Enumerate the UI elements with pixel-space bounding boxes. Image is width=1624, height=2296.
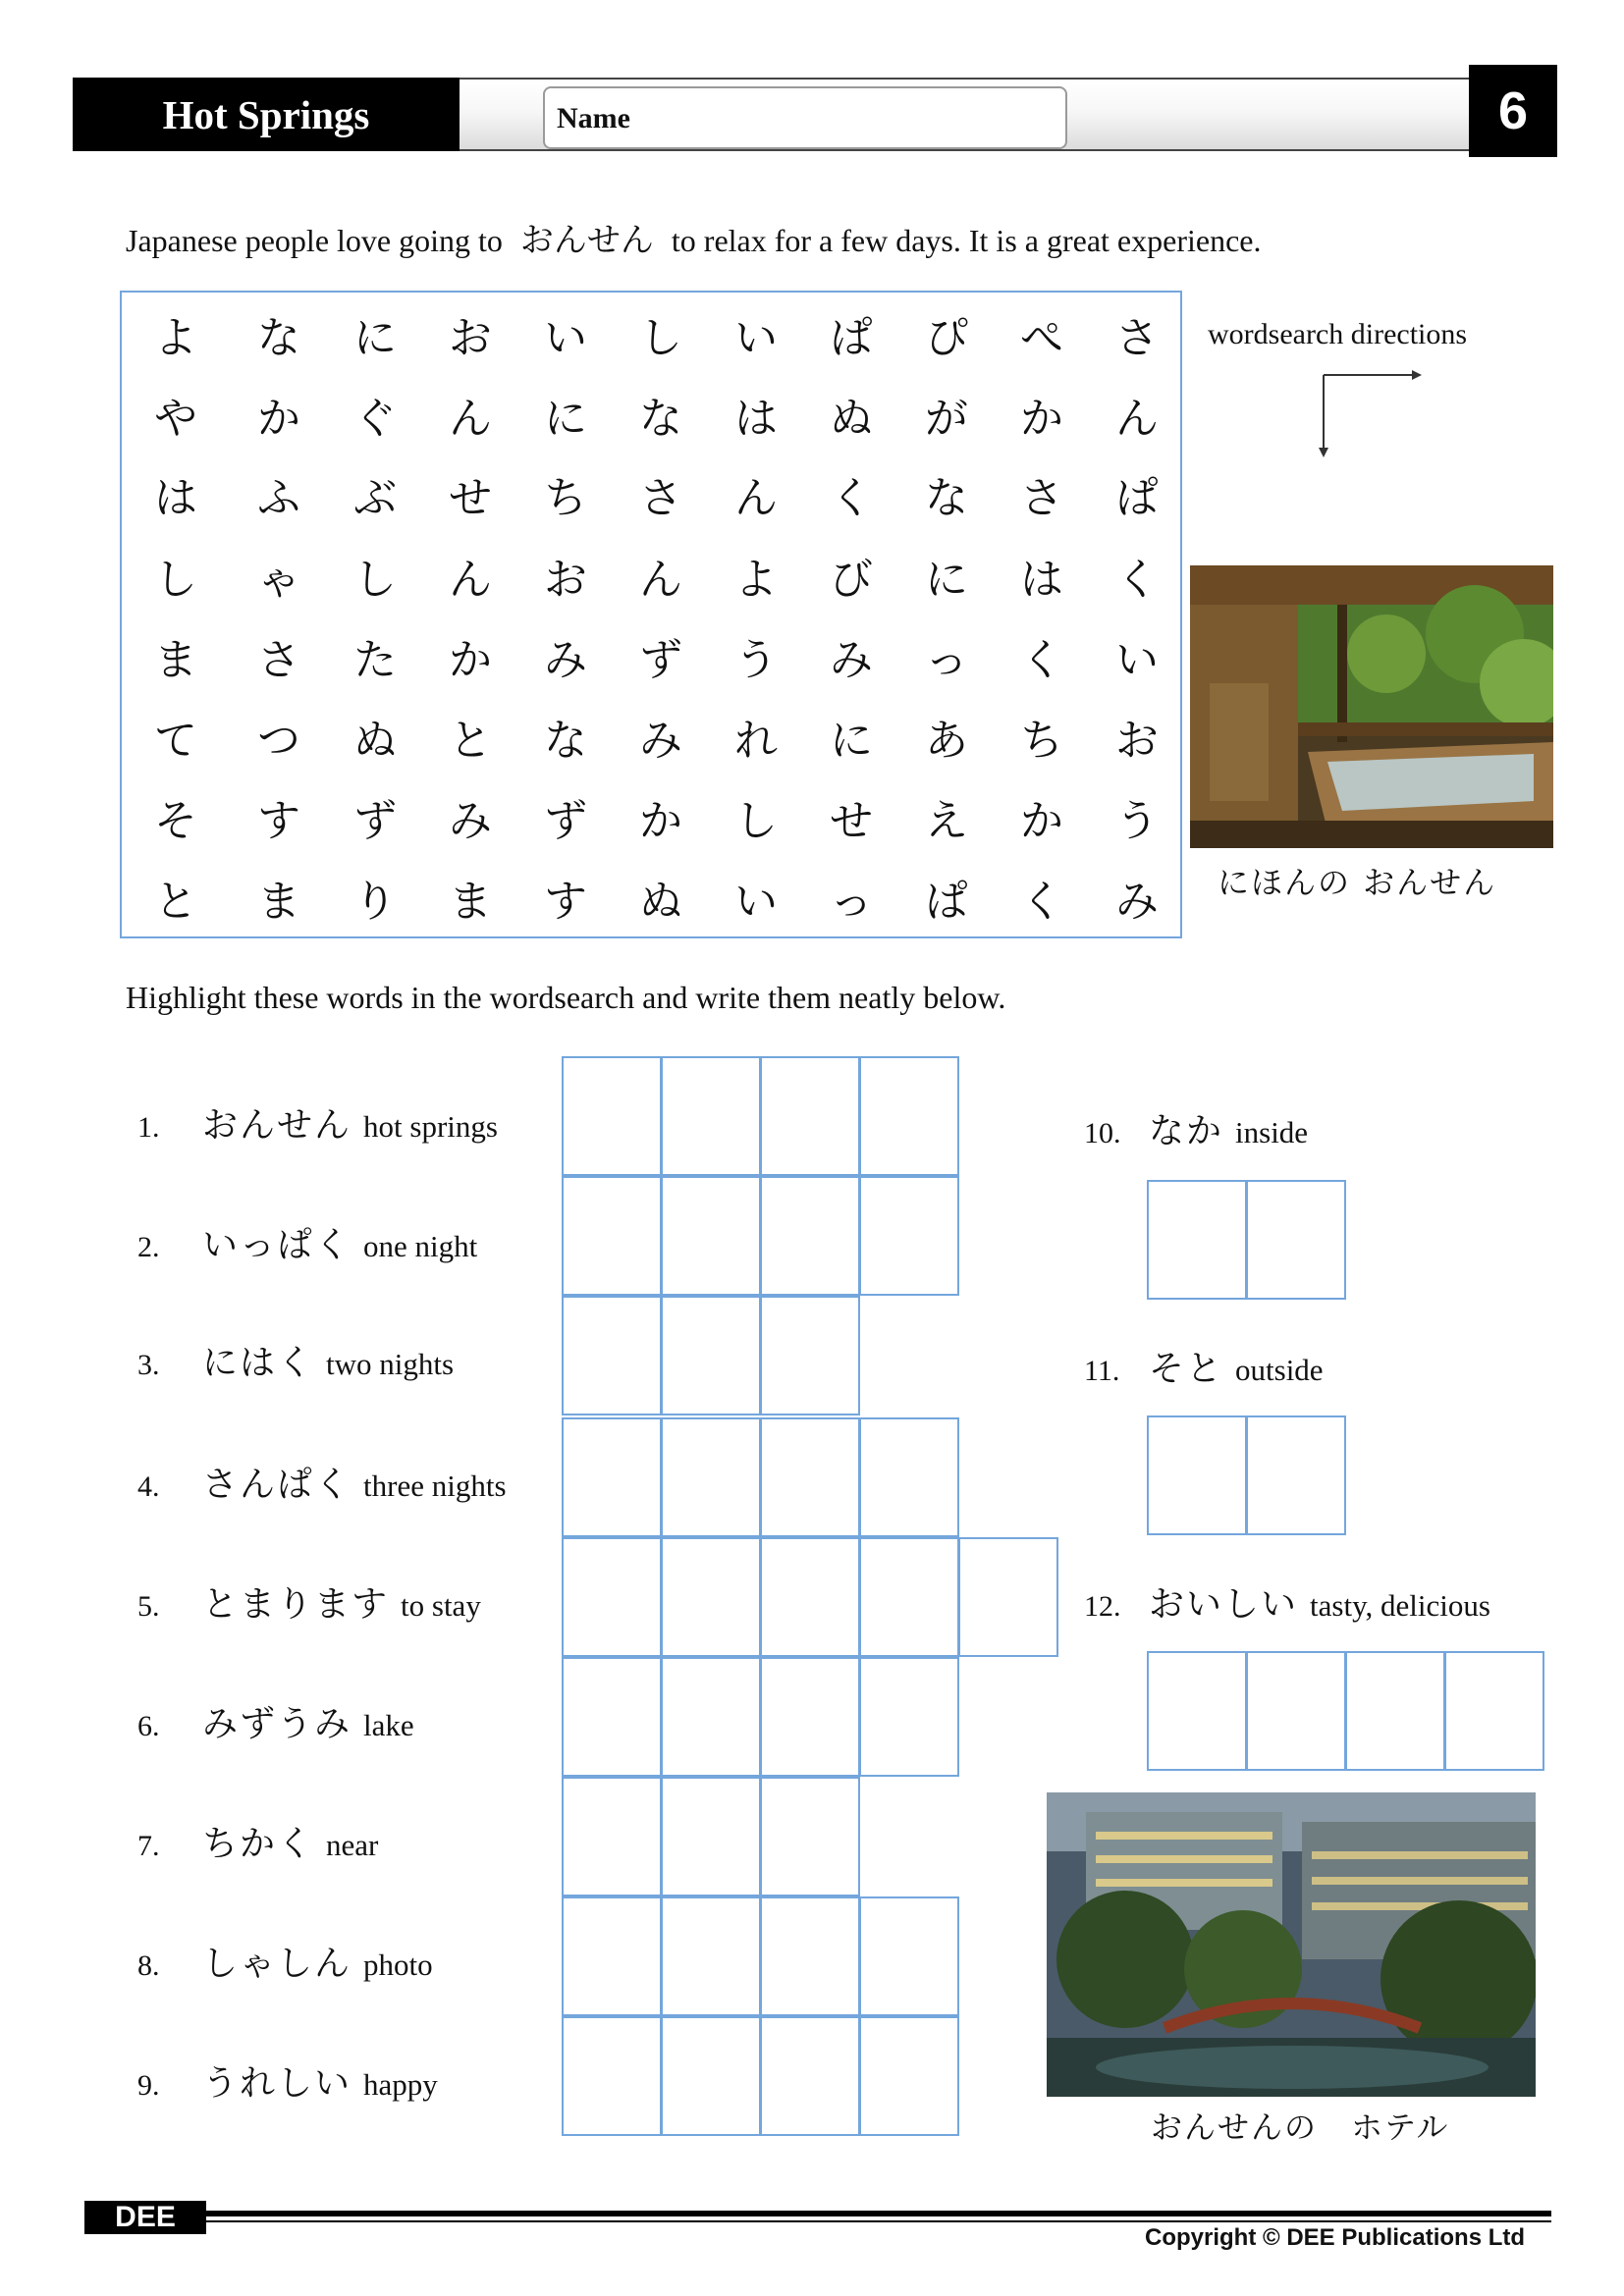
wordsearch-cell[interactable]: ん [1115,394,1159,444]
answer-box[interactable] [661,1056,761,1176]
wordsearch-cell[interactable]: が [925,394,968,444]
footer-brand: DEE [84,2201,206,2234]
wordsearch-cell[interactable]: び [830,555,873,605]
vocab-item [137,2056,438,2106]
wordsearch-cell[interactable]: か [639,796,682,846]
vocab-english: three nights [363,1468,507,1503]
wordsearch-cell[interactable]: ず [353,796,397,846]
wordsearch-cell[interactable]: そ [154,796,197,846]
wordsearch-cell[interactable]: か [257,394,300,444]
wordsearch-cell[interactable]: ん [449,555,492,605]
vocab-number: 4. [137,1470,160,1503]
wordsearch-cell[interactable]: な [257,313,300,363]
wordsearch-cell[interactable]: た [353,635,397,685]
hotel-photo-caption: おんせんの ホテル [1151,2109,1450,2146]
vocab-kana: さんぱく [202,1465,352,1505]
answer-box[interactable] [661,1777,761,1896]
answer-box[interactable] [1246,1180,1346,1300]
wordsearch-cell[interactable]: う [734,635,778,685]
vocab-number: 9. [137,2069,160,2102]
wordsearch-cell[interactable]: ゃ [257,555,300,605]
wordsearch-cell[interactable]: い [734,313,778,363]
wordsearch-cell[interactable]: い [544,313,587,363]
wordsearch-cell[interactable]: と [449,716,492,766]
wordsearch-cell[interactable]: み [639,716,682,766]
wordsearch-cell[interactable]: か [1020,796,1063,846]
copyright-text: Copyright © DEE Publications Ltd [1145,2224,1526,2251]
worksheet-title: Hot Springs [73,78,460,151]
vocab-number: 5. [137,1590,160,1623]
answer-box[interactable] [562,1657,662,1777]
answer-box[interactable] [562,1176,662,1296]
vocab-item [137,1696,414,1746]
wordsearch-cell[interactable]: ず [639,635,682,685]
wordsearch-cell[interactable]: ぬ [639,877,682,927]
vocab-kana: うれしい [202,2063,352,2104]
intro-text-after: to relax for a few days. It is a great experience. [671,223,1262,258]
wordsearch-cell[interactable]: み [830,635,873,685]
answer-box[interactable] [661,1176,761,1296]
answer-box[interactable] [859,1417,959,1537]
wordsearch-cell[interactable]: ぐ [353,394,397,444]
wordsearch-cell[interactable]: さ [639,473,682,523]
answer-box[interactable] [1147,1180,1247,1300]
vocab-english: inside [1235,1115,1309,1149]
wordsearch-cell[interactable]: く [1020,635,1063,685]
wordsearch-cell[interactable]: れ [734,716,778,766]
wordsearch-cell[interactable]: う [1115,796,1159,846]
wordsearch-cell[interactable]: か [449,635,492,685]
vocab-item [137,1816,378,1866]
wordsearch-cell[interactable]: い [734,877,778,927]
vocab-number: 6. [137,1710,160,1742]
footer-rule [206,2211,1551,2216]
answer-box[interactable] [562,1777,662,1896]
answer-box[interactable] [661,1537,761,1657]
wordsearch-cell[interactable]: み [449,796,492,846]
answer-box[interactable] [760,1056,860,1176]
vocab-number: 12. [1084,1590,1121,1623]
wordsearch-cell[interactable]: つ [257,716,300,766]
vocab-item [1084,1341,1324,1391]
answer-box[interactable] [1147,1415,1247,1535]
wordsearch-cell[interactable]: す [544,877,587,927]
vocab-item [137,1335,454,1385]
vocab-kana: みずうみ [202,1704,352,1744]
answer-box[interactable] [562,1537,662,1657]
vocab-english: lake [363,1708,414,1742]
wordsearch-cell[interactable]: ぬ [830,394,873,444]
wordsearch-cell[interactable]: な [639,394,682,444]
wordsearch-cell[interactable]: て [154,716,197,766]
answer-box[interactable] [760,2016,860,2136]
onsen-photo [1190,565,1553,848]
vocab-english: happy [363,2067,438,2102]
wordsearch-cell[interactable]: く [830,473,873,523]
wordsearch-cell[interactable]: に [544,394,587,444]
wordsearch-cell[interactable]: っ [830,877,873,927]
wordsearch-grid [120,291,1182,938]
wordsearch-cell[interactable]: ん [449,394,492,444]
vocab-number: 3. [137,1349,160,1381]
answer-box[interactable] [859,1537,959,1657]
wordsearch-cell[interactable]: ま [449,877,492,927]
vocab-english: outside [1235,1353,1324,1387]
vocab-item [137,1097,498,1148]
vocab-english: photo [363,1948,433,1982]
answer-box[interactable] [562,1896,662,2016]
wordsearch-cell[interactable]: お [1115,716,1159,766]
wordsearch-cell[interactable]: ん [734,473,778,523]
answer-box[interactable] [859,1056,959,1176]
answer-box[interactable] [562,1417,662,1537]
vocab-english: two nights [326,1347,455,1381]
wordsearch-cell[interactable]: し [734,796,778,846]
vocab-english: hot springs [363,1109,498,1144]
wordsearch-cell[interactable]: ぶ [353,473,397,523]
wordsearch-cell[interactable]: は [734,394,778,444]
intro-text-before: Japanese people love going to [126,223,503,258]
vocab-number: 2. [137,1231,160,1263]
answer-box[interactable] [1147,1651,1247,1771]
answer-box[interactable] [562,2016,662,2136]
wordsearch-cell[interactable]: ぱ [830,313,873,363]
wordsearch-cell[interactable]: よ [734,555,778,605]
vocab-kana: おいしい [1149,1584,1299,1625]
name-field[interactable] [543,86,1067,149]
wordsearch-cell[interactable]: す [257,796,300,846]
vocab-number: 10. [1084,1117,1121,1149]
wordsearch-cell[interactable]: な [544,716,587,766]
vocab-number: 7. [137,1830,160,1862]
sheet-number: 6 [1469,65,1557,157]
vocab-item [1084,1576,1490,1627]
wordsearch-cell[interactable]: か [1020,394,1063,444]
wordsearch-cell[interactable]: っ [925,635,968,685]
vocab-english: near [326,1828,379,1862]
answer-box[interactable] [1246,1415,1346,1535]
vocab-kana: おんせん [202,1105,352,1146]
vocab-kana: いっぱく [202,1225,352,1265]
answer-box[interactable] [760,1657,860,1777]
wordsearch-cell[interactable]: ず [544,796,587,846]
answer-box[interactable] [760,1176,860,1296]
vocab-number: 8. [137,1949,160,1982]
wordsearch-cell[interactable]: し [639,313,682,363]
wordsearch-cell[interactable]: お [449,313,492,363]
wordsearch-cell[interactable]: あ [925,716,968,766]
vocab-item [1084,1103,1308,1153]
footer-rule-thin [206,2220,1551,2222]
vocab-item [137,1217,477,1267]
wordsearch-cell[interactable]: ち [544,473,587,523]
wordsearch-cell[interactable]: よ [154,313,197,363]
vocab-kana: ちかく [202,1824,315,1864]
worksheet-header [73,75,1557,153]
instruction-text: Highlight these words in the wordsearch and write them neatly below. [126,980,1006,1015]
answer-box[interactable] [1345,1651,1445,1771]
answer-box[interactable] [859,1657,959,1777]
wordsearch-cell[interactable]: に [925,555,968,605]
vocab-kana: とまります [202,1584,390,1625]
answer-box[interactable] [859,1896,959,2016]
vocab-kana: にはく [202,1343,315,1383]
wordsearch-cell[interactable]: し [353,555,397,605]
wordsearch-cell[interactable]: さ [1020,473,1063,523]
wordsearch-cell[interactable]: し [154,555,197,605]
answer-box[interactable] [661,2016,761,2136]
direction-arrows-icon [1312,365,1430,463]
answer-box[interactable] [1246,1651,1346,1771]
wordsearch-cell[interactable]: や [154,394,197,444]
wordsearch-cell[interactable]: に [353,313,397,363]
wordsearch-cell[interactable]: な [925,473,968,523]
wordsearch-cell[interactable]: ふ [257,473,300,523]
wordsearch-cell[interactable]: ぱ [925,877,968,927]
wordsearch-cell[interactable]: さ [1115,313,1159,363]
answer-box[interactable] [661,1896,761,2016]
name-label: Name [557,102,630,134]
wordsearch-cell[interactable]: お [544,555,587,605]
wordsearch-cell[interactable]: ま [154,635,197,685]
wordsearch-cell[interactable]: ん [639,555,682,605]
vocab-english: one night [363,1229,478,1263]
answer-box[interactable] [760,1417,860,1537]
answer-box[interactable] [562,1296,662,1415]
answer-box[interactable] [661,1657,761,1777]
intro-word: おんせん [519,221,654,260]
wordsearch-cell[interactable]: ぺ [1020,313,1063,363]
wordsearch-cell[interactable]: せ [830,796,873,846]
answer-box[interactable] [661,1296,761,1415]
wordsearch-cell[interactable]: ま [257,877,300,927]
vocab-english: to stay [401,1588,481,1623]
wordsearch-cell[interactable]: は [154,473,197,523]
answer-box[interactable] [760,1537,860,1657]
answer-box[interactable] [760,1296,860,1415]
answer-box[interactable] [562,1056,662,1176]
wordsearch-cell[interactable]: ぬ [353,716,397,766]
hotel-photo [1047,1792,1536,2097]
vocab-item [137,1576,481,1627]
vocab-english: tasty, delicious [1310,1588,1490,1623]
wordsearch-cell[interactable]: せ [449,473,492,523]
answer-box[interactable] [760,1777,860,1896]
answer-box[interactable] [859,1176,959,1296]
wordsearch-cell[interactable]: い [1115,635,1159,685]
answer-box[interactable] [859,2016,959,2136]
intro-sentence [126,213,1261,261]
wordsearch-directions-label: wordsearch directions [1208,318,1468,350]
wordsearch-cell[interactable]: み [1115,877,1159,927]
wordsearch-cell[interactable]: に [830,716,873,766]
vocab-kana: なか [1149,1111,1224,1151]
wordsearch-cell[interactable]: ぴ [925,313,968,363]
wordsearch-cell[interactable]: ぱ [1115,473,1159,523]
vocab-kana: そと [1149,1349,1224,1389]
answer-box[interactable] [760,1896,860,2016]
answer-box[interactable] [1444,1651,1544,1771]
wordsearch-cell[interactable]: と [154,877,197,927]
onsen-photo-caption: にほんの おんせん [1218,864,1497,901]
vocab-item [137,1936,433,1986]
answer-box[interactable] [958,1537,1058,1657]
wordsearch-cell[interactable]: り [353,877,397,927]
vocab-number: 11. [1084,1355,1120,1387]
vocab-kana: しゃしん [202,1944,352,1984]
answer-box[interactable] [661,1417,761,1537]
wordsearch-cell[interactable]: え [925,796,968,846]
wordsearch-cell[interactable]: は [1020,555,1063,605]
vocab-number: 1. [137,1111,160,1144]
vocab-item [137,1457,507,1507]
wordsearch-cell[interactable]: く [1020,877,1063,927]
wordsearch-cell[interactable]: さ [257,635,300,685]
wordsearch-cell[interactable]: く [1115,555,1159,605]
wordsearch-cell[interactable]: み [544,635,587,685]
wordsearch-cell[interactable]: ち [1020,716,1063,766]
